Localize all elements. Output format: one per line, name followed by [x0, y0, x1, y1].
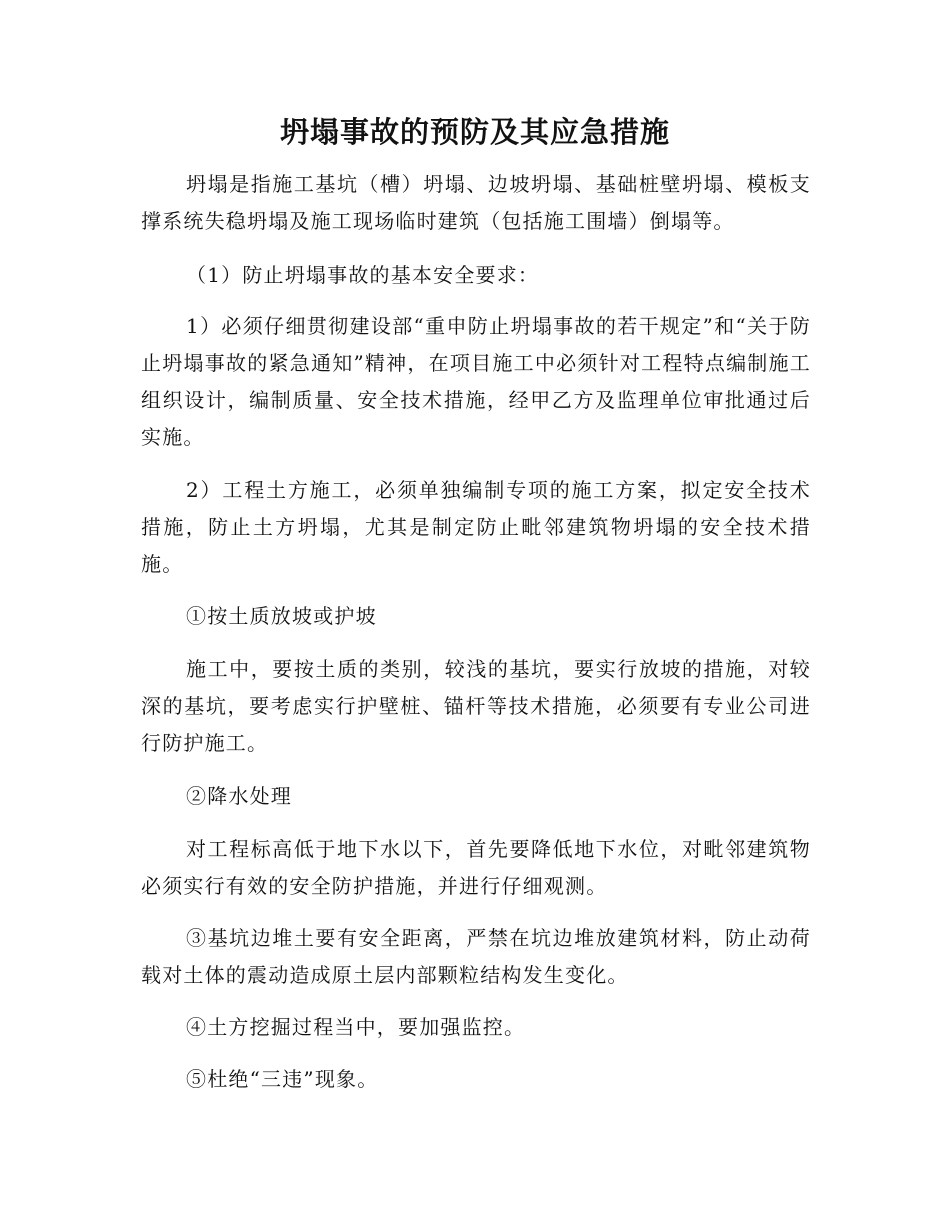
paragraph-item-4: ④土方挖掘过程当中，要加强监控。	[186, 1015, 526, 1039]
paragraph-item-3: ③基坑边堆土要有安全距离，严禁在坑边堆放建筑材料，防止动荷载对土体的震动造成原土层内部颗粒结构发生变化。	[141, 926, 811, 987]
paragraph-item-2-heading: ②降水处理	[186, 784, 292, 808]
paragraph-item-1-body: 施工中，要按土质的类别，较浅的基坑，要实行放坡的措施，对较深的基坑，要考虑实行护壁桩、锚杆等技术措施，必须要有专业公司进行防护施工。	[141, 657, 811, 755]
document-title: 坍塌事故的预防及其应急措施	[279, 115, 670, 149]
paragraph-requirement-2: 2）工程土方施工，必须单独编制专项的施工方案，拟定安全技术措施，防止土方坍塌，尤其是制定防止毗邻建筑物坍塌的安全技术措施。	[141, 478, 811, 576]
paragraph-intro: 坍塌是指施工基坑（槽）坍塌、边坡坍塌、基础桩壁坍塌、模板支撑系统失稳坍塌及施工现场临时建筑（包括施工围墙）倒塌等。	[141, 172, 811, 233]
paragraph-requirement-1: 1）必须仔细贯彻建设部“重申防止坍塌事故的若干规定”和“关于防止坍塌事故的紧急通知”精神，在项目施工中必须针对工程特点编制施工组织设计，编制质量、安全技术措施，经甲乙方及监理单位审批通过后实施。	[141, 314, 811, 449]
paragraph-item-5: ⑤杜绝“三违”现象。	[186, 1067, 379, 1091]
paragraph-item-1-heading: ①按土质放坡或护坡	[186, 604, 377, 628]
paragraph-item-2-body: 对工程标高低于地下水以下，首先要降低地下水位，对毗邻建筑物必须实行有效的安全防护措施，并进行仔细观测。	[141, 837, 811, 898]
paragraph-section-1-heading: （1）防止坍塌事故的基本安全要求：	[186, 263, 540, 287]
